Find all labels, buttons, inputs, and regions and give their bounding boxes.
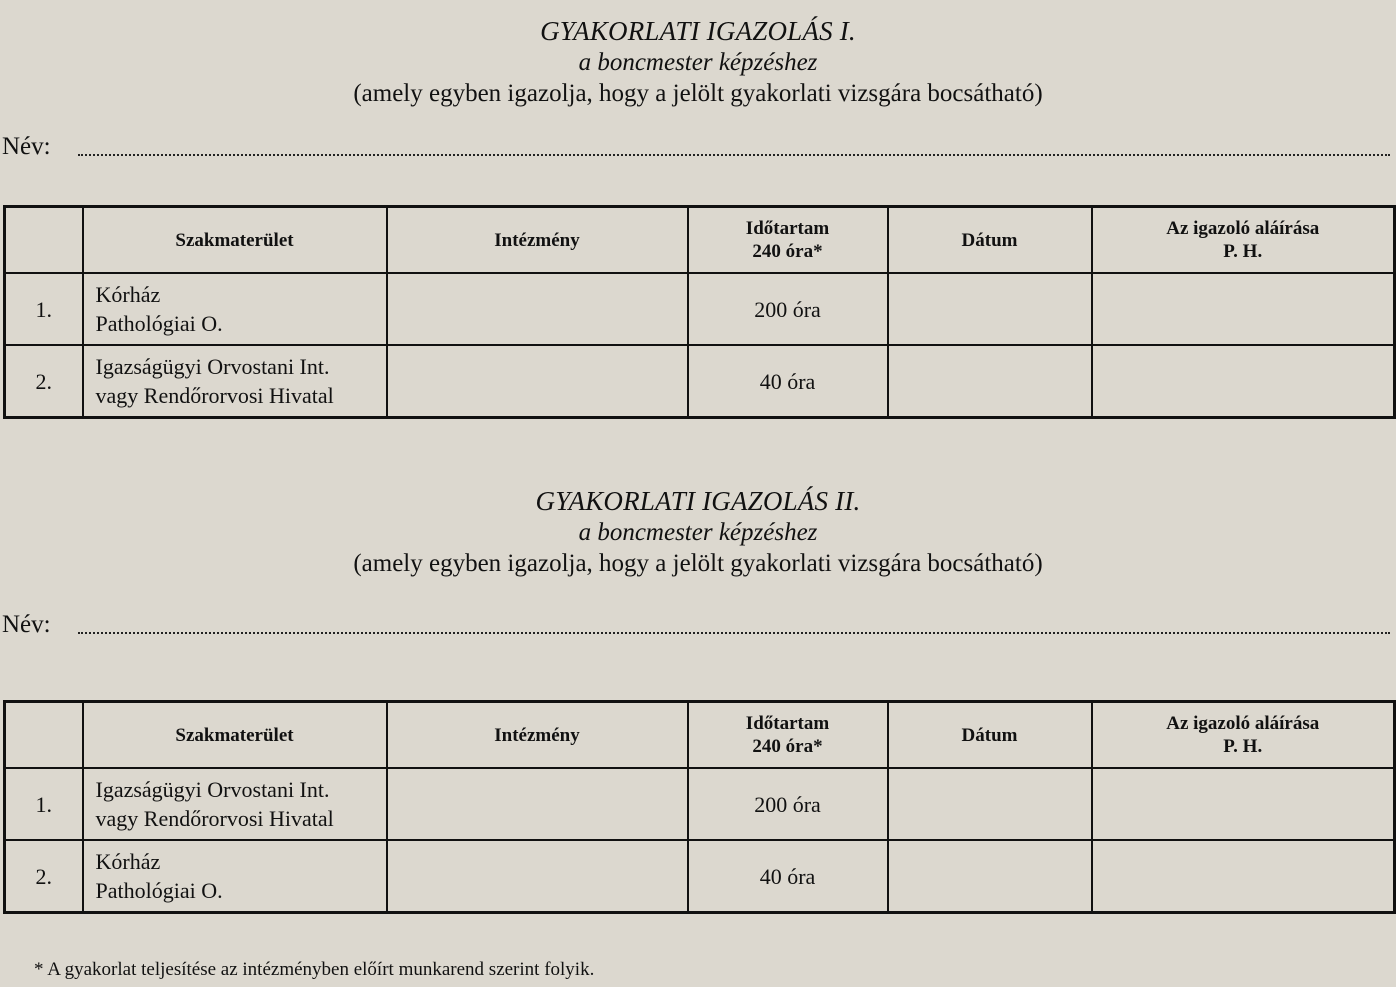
- certificate-section-2: [0, 484, 1396, 903]
- header-institution: Intézmény: [387, 702, 688, 769]
- row-signature-cell[interactable]: [1092, 840, 1395, 913]
- row-field: Igazságügyi Orvostani Int. vagy Rendőrorvosi Hivatal: [83, 768, 387, 840]
- table-header-row: [5, 702, 1395, 769]
- row-date-cell[interactable]: [888, 840, 1092, 913]
- table-row: [5, 768, 1395, 840]
- table-row: [5, 345, 1395, 418]
- row-institution-cell[interactable]: [387, 345, 688, 418]
- table-header-row: [5, 207, 1395, 274]
- name-label: Név:: [2, 133, 51, 160]
- row-signature-cell[interactable]: [1092, 768, 1395, 840]
- header-signature: Az igazoló aláírása P. H.: [1092, 702, 1395, 769]
- row-duration: 40 óra: [688, 345, 888, 418]
- certificate-note: (amely egyben igazolja, hogy a jelölt gyakorlati vizsgára bocsátható): [353, 550, 1043, 577]
- row-field: Kórház Pathológiai O.: [83, 273, 387, 345]
- row-duration: 200 óra: [688, 273, 888, 345]
- table-row: [5, 273, 1395, 345]
- header-date: Dátum: [888, 702, 1092, 769]
- row-number: 1.: [5, 273, 83, 345]
- header-institution: Intézmény: [387, 207, 688, 274]
- row-signature-cell[interactable]: [1092, 273, 1395, 345]
- row-field: Igazságügyi Orvostani Int. vagy Rendőrorvosi Hivatal: [83, 345, 387, 418]
- name-fill-line[interactable]: [78, 632, 1390, 634]
- name-line: [0, 608, 1396, 642]
- row-institution-cell[interactable]: [387, 273, 688, 345]
- name-fill-line[interactable]: [78, 154, 1390, 156]
- header-field: Szakmaterület: [83, 702, 387, 769]
- certificate-subtitle: a boncmester képzéshez: [578, 49, 818, 76]
- certificate-title: GYAKORLATI IGAZOLÁS I.: [540, 16, 856, 46]
- certificate-subtitle: a boncmester képzéshez: [578, 519, 818, 546]
- row-number: 1.: [5, 768, 83, 840]
- row-duration: 200 óra: [688, 768, 888, 840]
- header-number: [5, 207, 83, 274]
- row-institution-cell[interactable]: [387, 840, 688, 913]
- certificate-table: [3, 700, 1396, 914]
- row-duration: 40 óra: [688, 840, 888, 913]
- name-line: [0, 130, 1396, 164]
- header-signature: Az igazoló aláírása P. H.: [1092, 207, 1395, 274]
- certificate-table: [3, 205, 1396, 419]
- header-duration: Időtartam 240 óra*: [688, 207, 888, 274]
- footnote: * A gyakorlat teljesítése az intézményben előírt munkarend szerint folyik.: [34, 959, 595, 980]
- table-row: [5, 840, 1395, 913]
- header-field: Szakmaterület: [83, 207, 387, 274]
- certificate-section-1: [0, 14, 1396, 408]
- row-field: Kórház Pathológiai O.: [83, 840, 387, 913]
- row-date-cell[interactable]: [888, 273, 1092, 345]
- header-date: Dátum: [888, 207, 1092, 274]
- header-number: [5, 702, 83, 769]
- row-institution-cell[interactable]: [387, 768, 688, 840]
- row-date-cell[interactable]: [888, 768, 1092, 840]
- certificate-note: (amely egyben igazolja, hogy a jelölt gyakorlati vizsgára bocsátható): [353, 80, 1043, 107]
- row-number: 2.: [5, 345, 83, 418]
- row-number: 2.: [5, 840, 83, 913]
- certificate-title: GYAKORLATI IGAZOLÁS II.: [535, 486, 861, 516]
- row-date-cell[interactable]: [888, 345, 1092, 418]
- header-duration: Időtartam 240 óra*: [688, 702, 888, 769]
- row-signature-cell[interactable]: [1092, 345, 1395, 418]
- name-label: Név:: [2, 611, 51, 638]
